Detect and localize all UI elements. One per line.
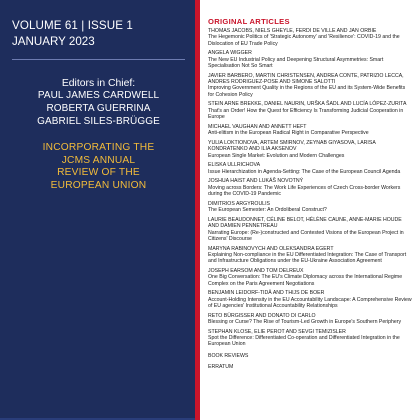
article-title: Explaining Non-compliance in the EU Differentiated Integration: The Case of Transport and Infrastructure Obligations under the EU-Ukraine Association Agreement <box>208 251 407 265</box>
article-entry <box>208 217 412 242</box>
volume-issue: VOLUME 61 | ISSUE 1 <box>12 19 133 32</box>
article-title: The New EU Industrial Policy and Deepening Structural Asymmetries: Smart Specialisation Not So Smart <box>208 56 384 69</box>
article-title: Blessing or Curse? The Rise of Tourism-Led Growth in Europe's Southern Periphery <box>208 319 402 326</box>
article-title: Account-Holding Intensity in the EU Accountability Landscape: A Comprehensive Review of EU agencies' Institutional Accountability Relationships <box>208 296 412 309</box>
article-list <box>208 28 412 348</box>
cover-left-panel <box>0 0 195 420</box>
article-authors: YULIA LOKTIONOVA, ARTEM SMIRNOV, ZEYNAB GIYASOVA, LARISA KONDRATENKO AND ILIA AKSENOV <box>208 139 376 153</box>
article-entry <box>208 329 412 348</box>
article-title: The Hegemonic Politics of 'Strategic Autonomy' and 'Resilience': COVID-19 and the Dislocation of EU Trade Policy <box>208 34 400 47</box>
article-entry <box>208 268 412 287</box>
article-entry <box>208 50 412 69</box>
article-entry <box>208 162 412 175</box>
article-authors: RETO BÜRGISSER AND DONATO DI CARLO <box>208 312 316 319</box>
article-title: One Big Conversation: The EU's Climate Diplomacy across the International Regime Complex on the Paris Agreement Negotiations <box>208 274 403 287</box>
article-authors: BENJAMIN LEIDORF-TIDÂ AND THIJS DE BOER <box>208 290 325 297</box>
article-title: Improving Government Quality in the Regions of the EU and its System-Wide Benefits for Cohesion Policy <box>208 85 406 98</box>
article-entry <box>208 140 412 159</box>
incorporating-line: JCMS ANNUAL <box>61 154 136 166</box>
article-authors: LAURIE BEAUDONNET, CÉLINE BELOT, HÉLÈNE CAUNE, ANNE-MARIE HOUDE AND DAMIEN PENNETREAU <box>208 216 402 230</box>
article-entry <box>208 290 412 309</box>
article-title: European Single Market: Evolution and Modern Challenges <box>208 152 345 159</box>
article-title: That's an Order! How the Quest for Efficiency Is Transforming Judicial Cooperation in Europe <box>208 107 404 121</box>
incorporating-note <box>12 142 185 192</box>
article-authors: ELISKA ULLRICHOVA <box>208 162 261 169</box>
article-title: Narrating Europe: (Re-)constructed and Contested Visions of the European Project in Citizens' Discourse <box>208 229 404 242</box>
erratum-item: ERRATUM <box>208 364 234 371</box>
article-authors: DIMITRIOS ARGYROULIS <box>208 200 270 207</box>
article-authors: JOSHUA HAIST AND LUKÁŠ NOVOTNÝ <box>208 178 304 185</box>
article-authors: THOMAS JACOBS, NIELS GHEYLE, FERDI DE VILLE AND JAN ORBIE <box>208 28 377 34</box>
editor-name: GABRIEL SILES-BRÜGGE <box>37 116 160 127</box>
article-authors: MICHAEL VAUGHAN AND ANNETT HEFT <box>208 123 307 130</box>
section-title: ORIGINAL ARTICLES <box>208 17 290 26</box>
editor-name: ROBERTA GUERRINA <box>46 103 151 114</box>
article-authors: JAVIER BARBERO, MARTIN CHRISTENSEN, ANDREA CONTE, PATRIZIO LECCA, ANDRES RODRIGUEZ-POSE AND SIMONE SALOTTI <box>208 72 404 86</box>
article-authors: STEPHAN KLOSE, ELIE PEROT AND SEVGI TEMIZISLER <box>208 328 346 335</box>
article-entry <box>208 124 412 137</box>
article-entry <box>208 313 412 326</box>
editor-name: PAUL JAMES CARDWELL <box>37 90 160 101</box>
book-reviews-item: BOOK REVIEWS <box>208 352 249 359</box>
article-authors: ANGELA WIGGER <box>208 50 252 57</box>
article-title: Issue Hierarchization in Agenda-Setting: The Case of the European Council Agenda <box>208 168 401 175</box>
article-authors: JOSEPH EARSOM AND TOM DELREUX <box>208 268 304 274</box>
article-title: Moving across Borders: The Work Life Experiences of Czech Cross-border Workers during the COVID-19 Pandemic <box>208 184 401 198</box>
article-title: The European Semester: An Ordoliberal Construct? <box>208 207 327 214</box>
incorporating-line: REVIEW OF THE <box>57 167 140 178</box>
article-entry <box>208 178 412 197</box>
incorporating-line: INCORPORATING THE <box>42 142 155 153</box>
article-entry <box>208 28 412 47</box>
article-entry <box>208 201 412 214</box>
left-divider-rule <box>12 59 185 60</box>
table-of-contents <box>200 0 420 420</box>
article-title: Anti-elitism in the European Radical Right in Comparative Perspective <box>208 130 369 137</box>
article-title: Spot the Difference: Differentiated Co-operation and Differentiated Integration in the European Union <box>208 335 400 348</box>
article-entry <box>208 246 412 265</box>
incorporating-line: EUROPEAN UNION <box>50 179 147 191</box>
article-authors: MARYNA RABINOVYCH AND OLEKSANDRA EGERT <box>208 245 334 252</box>
editors-label: Editors in Chief: <box>61 78 136 89</box>
issue-date: JANUARY 2023 <box>12 35 95 48</box>
article-entry <box>208 101 412 120</box>
article-authors: STEIN ARNE BREKKE, DANIEL NAURIN, URŠKA ŠADL AND LUCÍA LÓPEZ-ZURITA <box>208 101 407 108</box>
article-entry <box>208 73 412 98</box>
